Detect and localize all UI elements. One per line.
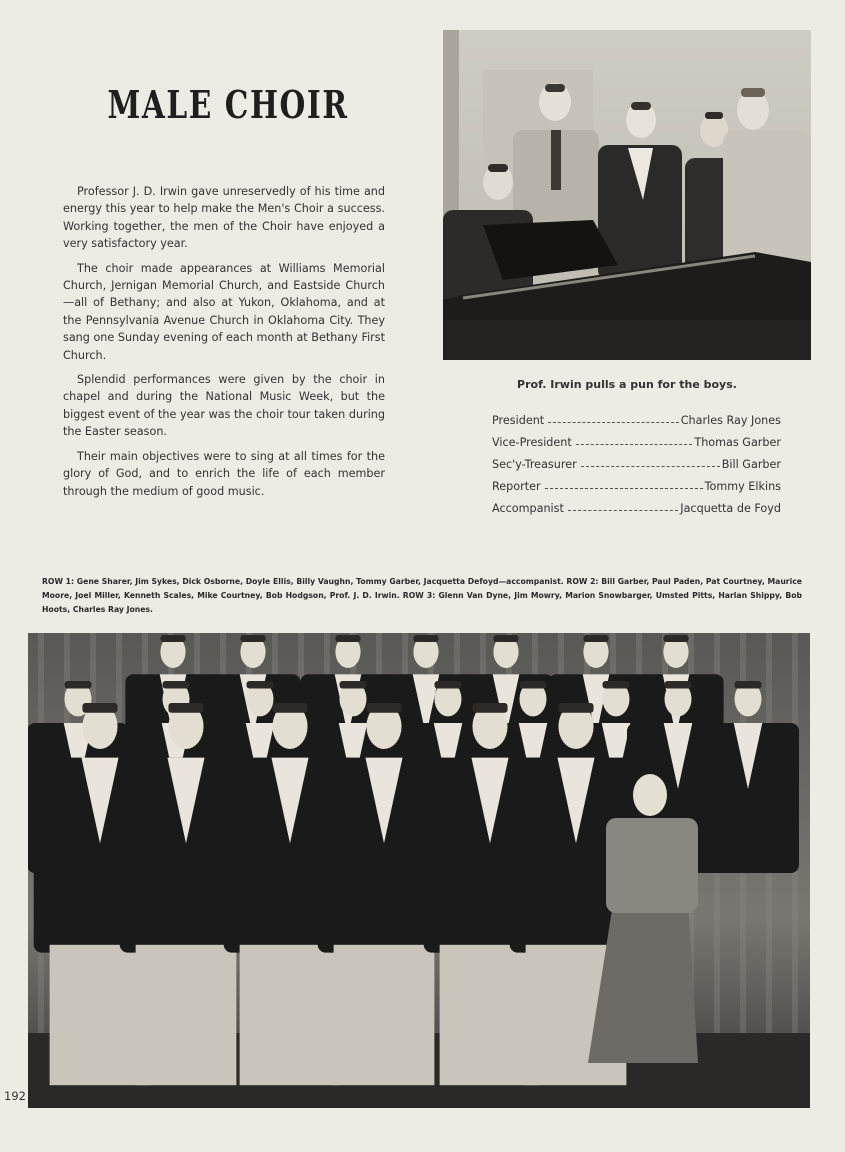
piano-group-photo-image — [443, 30, 811, 360]
choir-group-photo — [28, 633, 810, 1108]
officer-row-reporter — [492, 471, 781, 493]
leader-dots — [548, 422, 679, 423]
officer-row-secretary-treasurer — [492, 449, 781, 471]
officer-role: Accompanist — [492, 502, 564, 515]
paragraph: Splendid performances were given by the choir in chapel and during the National Music Week, but the biggest event of the year was the choir tour taken during the Easter season. — [63, 373, 385, 439]
choir-group-photo-image — [28, 633, 810, 1108]
officer-name: Thomas Garber — [694, 436, 781, 449]
officer-name: Bill Garber — [721, 458, 781, 471]
leader-dots — [545, 488, 703, 489]
officer-name: Jacquetta de Foyd — [680, 502, 781, 515]
choir-roster-caption: ROW 1: Gene Sharer, Jim Sykes, Dick Osborne, Doyle Ellis, Billy Vaughn, Tommy Garber, Jacquetta Defoyd—accompanist. ROW 2: Bill Garber, Paul Paden, Pat Courtney, Maurice Moore, Joel Miller, Kenneth Scales, Mike Courtney, Bob Hodgson, Prof. J. D. Irwin. ROW 3: Glenn Van Dyne, Jim Mowry, Marion Snowbarger, Umsted Pitts, Harlan Shippy, Bob Hoots, Charles Ray Jones. — [42, 577, 802, 615]
piano-group-photo — [443, 30, 811, 360]
leader-dots — [581, 466, 720, 467]
officer-row-vice-president — [492, 427, 781, 449]
page-number: 192 — [4, 1089, 26, 1103]
photo-caption: Prof. Irwin pulls a pun for the boys. — [517, 378, 737, 391]
officer-role: President — [492, 414, 545, 427]
page-title: MALE CHOIR — [107, 82, 349, 127]
officer-row-president — [492, 405, 781, 427]
paragraph: The choir made appearances at Williams Memorial Church, Jernigan Memorial Church, and Eastside Church—all of Bethany; and also at Yukon, Oklahoma, and at the Pennsylvania Avenue Church in Oklahoma City. They sang one Sunday evening of each month at Bethany First Church. — [63, 261, 385, 362]
leader-dots — [568, 510, 678, 511]
officer-role: Reporter — [492, 480, 541, 493]
paragraph: Professor J. D. Irwin gave unreservedly of his time and energy this year to help make the Men's Choir a success. Working together, the men of the Choir have enjoyed a very satisfactory year. — [63, 185, 385, 251]
officer-role: Sec'y-Treasurer — [492, 458, 577, 471]
officer-role: Vice-President — [492, 436, 572, 449]
officer-name: Tommy Elkins — [704, 480, 781, 493]
officer-row-accompanist — [492, 493, 781, 515]
article-body — [63, 183, 385, 507]
paragraph: Their main objectives were to sing at all times for the glory of God, and to enrich the life of each member through the medium of good music. — [63, 449, 385, 498]
officer-name: Charles Ray Jones — [680, 414, 781, 427]
officers-list — [492, 405, 781, 515]
leader-dots — [576, 444, 693, 445]
